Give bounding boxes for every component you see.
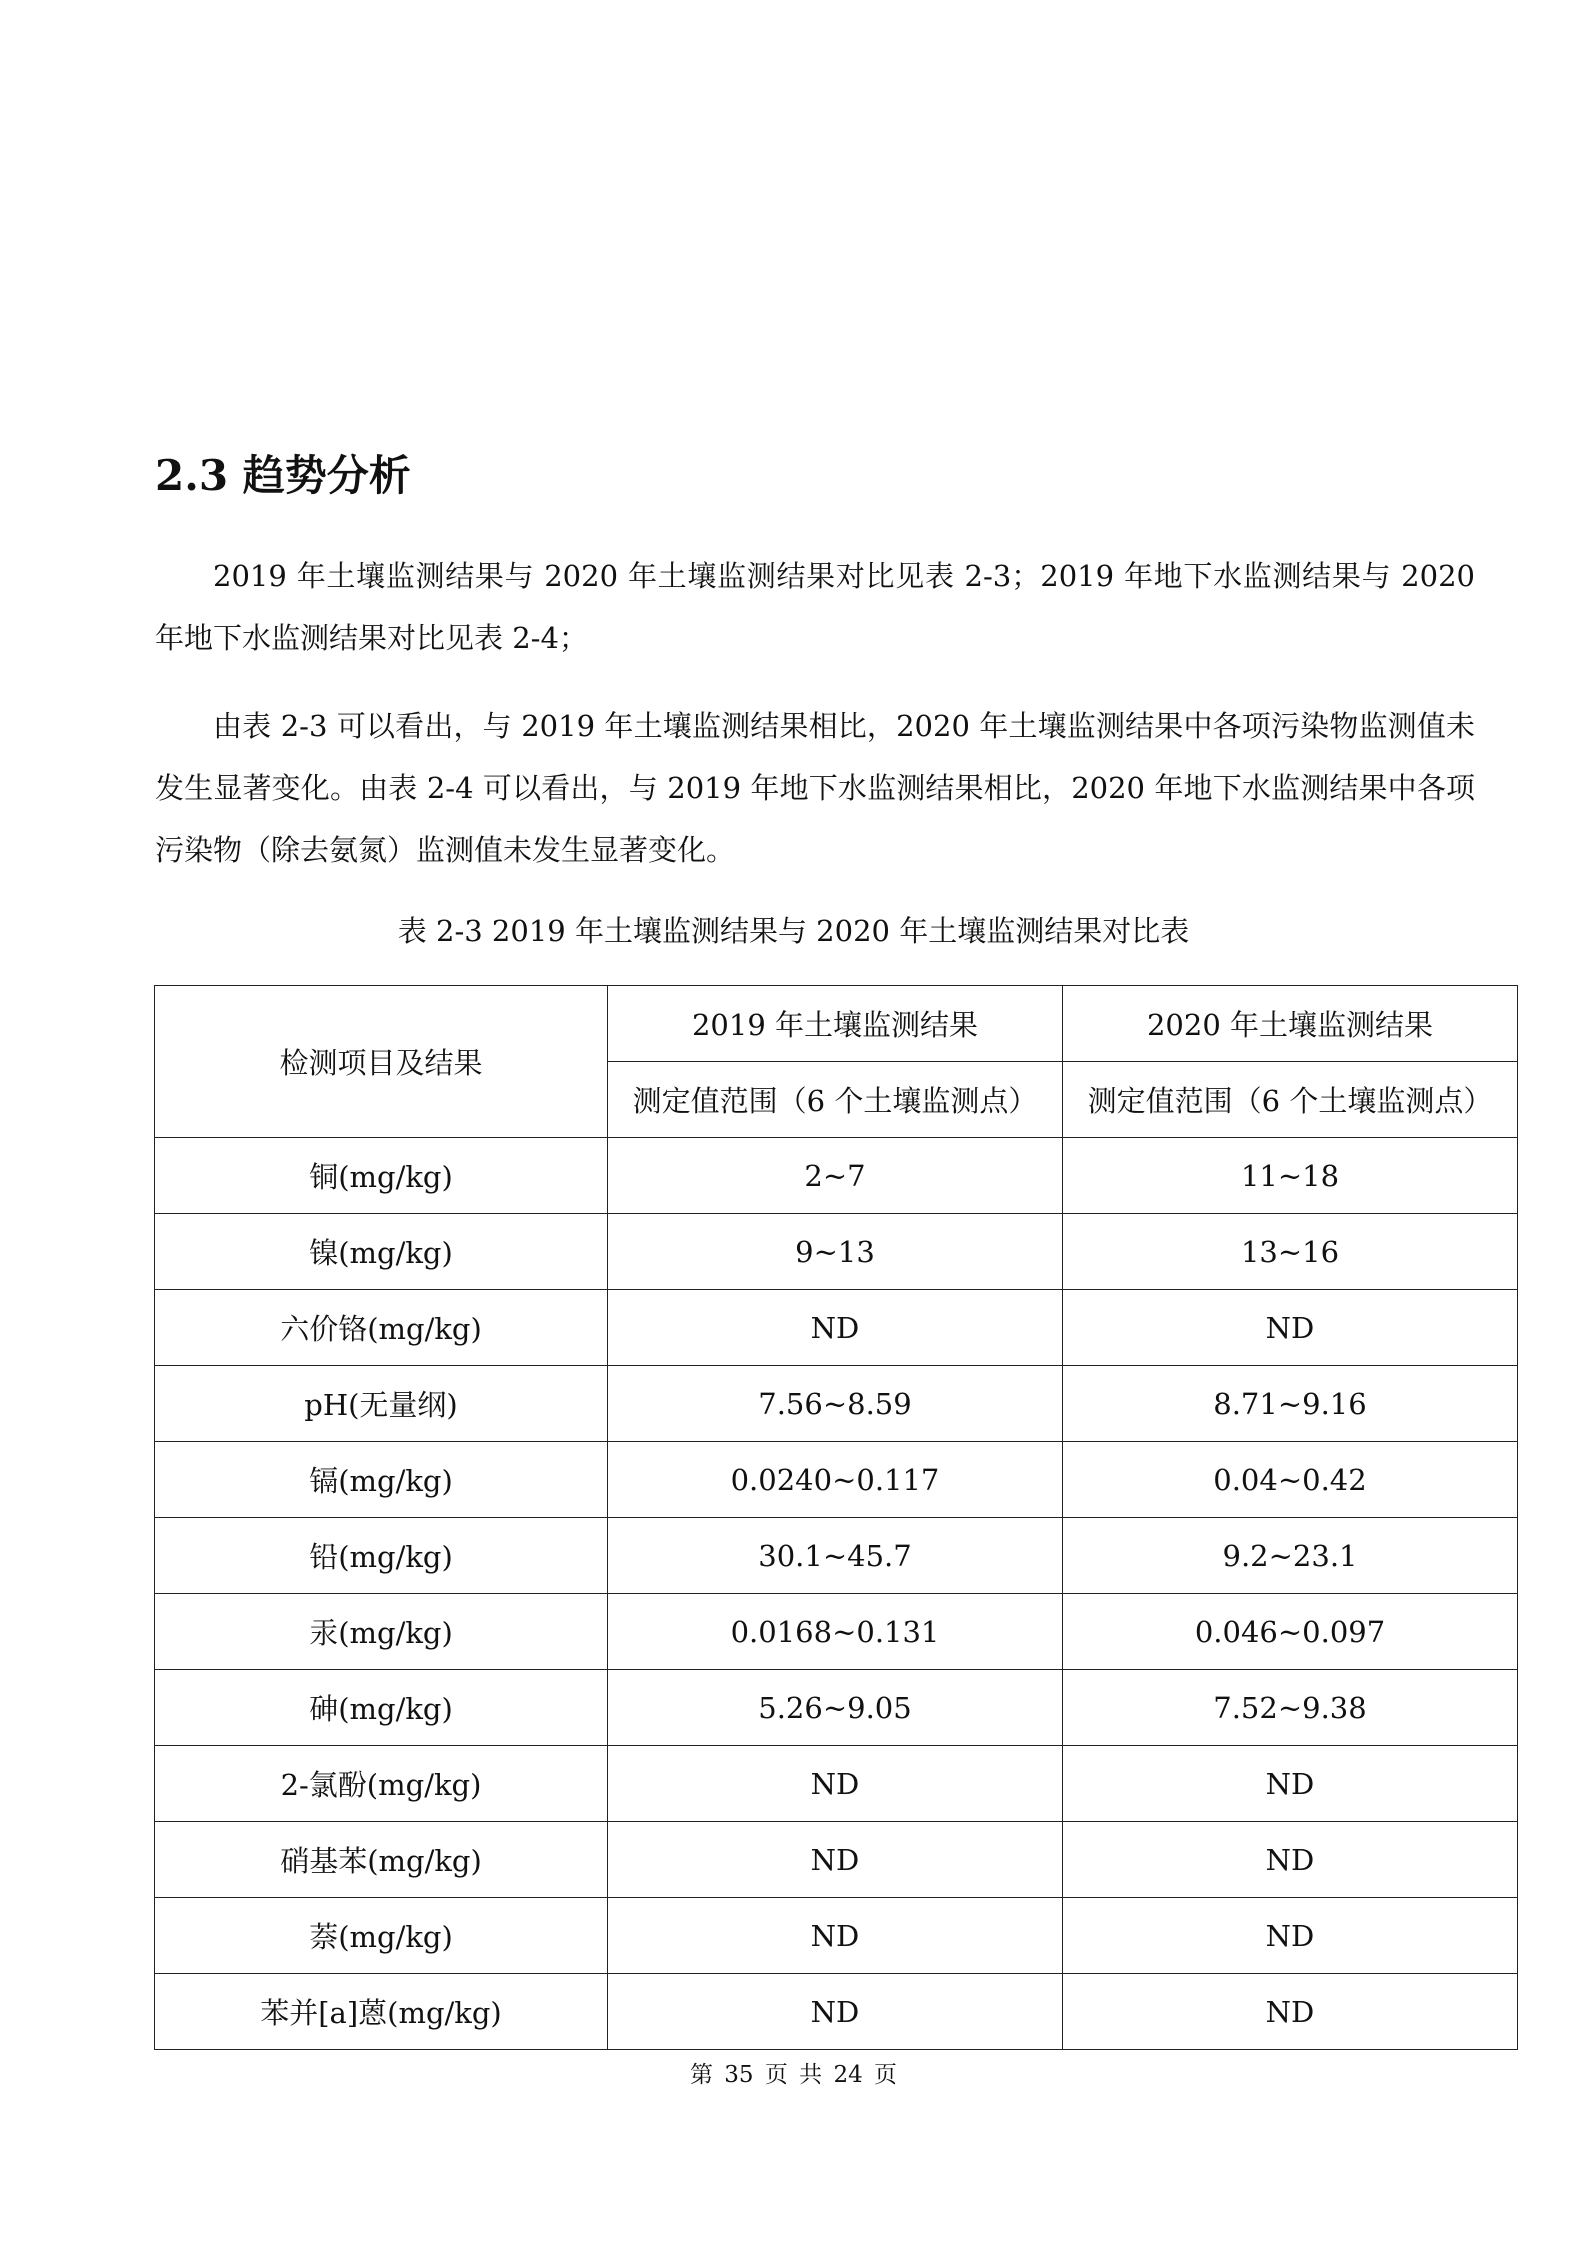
table-header-row bbox=[155, 986, 1518, 1062]
row-item-cell: 砷(mg/kg) bbox=[155, 1670, 608, 1746]
row-2019-value-cell: 30.1~45.7 bbox=[608, 1518, 1063, 1594]
row-item-cell: 镍(mg/kg) bbox=[155, 1214, 608, 1290]
row-item-cell: 硝基苯(mg/kg) bbox=[155, 1822, 608, 1898]
section-heading: 2.3 趋势分析 bbox=[155, 451, 411, 500]
table-caption: 表 2-3 2019 年土壤监测结果与 2020 年土壤监测结果对比表 bbox=[397, 914, 1190, 948]
table-row bbox=[155, 1746, 1518, 1822]
table-row bbox=[155, 1214, 1518, 1290]
soil-comparison-table bbox=[154, 985, 1518, 2050]
row-2019-value-cell: ND bbox=[608, 1974, 1063, 2050]
table-row bbox=[155, 1290, 1518, 1366]
table-row bbox=[155, 1594, 1518, 1670]
subheader-2020-range-cell: 测定值范围（6 个土壤监测点） bbox=[1063, 1062, 1518, 1138]
row-2020-value-cell: 0.046~0.097 bbox=[1063, 1594, 1518, 1670]
row-2019-value-cell: ND bbox=[608, 1822, 1063, 1898]
subheader-2019-range-cell: 测定值范围（6 个土壤监测点） bbox=[608, 1062, 1063, 1138]
row-2020-value-cell: ND bbox=[1063, 1974, 1518, 2050]
row-2020-value-cell: ND bbox=[1063, 1822, 1518, 1898]
row-2019-value-cell: ND bbox=[608, 1898, 1063, 1974]
table-row bbox=[155, 1366, 1518, 1442]
paragraph-trend-conclusion: 由表 2-3 可以看出，与 2019 年土壤监测结果相比，2020 年土壤监测结果中各项污染物监测值未发生显著变化。由表 2-4 可以看出，与 2019 年地下水监测结果相比，2020 年地下水监测结果中各项污染物（除去氨氮）监测值未发生显著变化。 bbox=[155, 709, 1475, 867]
row-item-cell: 镉(mg/kg) bbox=[155, 1442, 608, 1518]
header-2019-cell: 2019 年土壤监测结果 bbox=[608, 986, 1063, 1062]
row-2019-value-cell: 0.0168~0.131 bbox=[608, 1594, 1063, 1670]
row-2020-value-cell: 7.52~9.38 bbox=[1063, 1670, 1518, 1746]
row-item-cell: pH(无量纲) bbox=[155, 1366, 608, 1442]
row-2020-value-cell: ND bbox=[1063, 1290, 1518, 1366]
row-item-cell: 汞(mg/kg) bbox=[155, 1594, 608, 1670]
row-2019-value-cell: 0.0240~0.117 bbox=[608, 1442, 1063, 1518]
paragraph-comparison-intro: 2019 年土壤监测结果与 2020 年土壤监测结果对比见表 2-3；2019 年地下水监测结果与 2020 年地下水监测结果对比见表 2-4； bbox=[155, 559, 1475, 655]
table-row bbox=[155, 1974, 1518, 2050]
row-item-cell: 萘(mg/kg) bbox=[155, 1898, 608, 1974]
table-row bbox=[155, 1138, 1518, 1214]
table-row bbox=[155, 1898, 1518, 1974]
row-2019-value-cell: 7.56~8.59 bbox=[608, 1366, 1063, 1442]
row-2019-value-cell: 9~13 bbox=[608, 1214, 1063, 1290]
row-item-cell: 苯并[a]蒽(mg/kg) bbox=[155, 1974, 608, 2050]
row-2020-value-cell: ND bbox=[1063, 1898, 1518, 1974]
row-2019-value-cell: 2~7 bbox=[608, 1138, 1063, 1214]
row-2020-value-cell: 9.2~23.1 bbox=[1063, 1518, 1518, 1594]
row-2020-value-cell: ND bbox=[1063, 1746, 1518, 1822]
row-item-cell: 2-氯酚(mg/kg) bbox=[155, 1746, 608, 1822]
row-2019-value-cell: 5.26~9.05 bbox=[608, 1670, 1063, 1746]
row-item-cell: 六价铬(mg/kg) bbox=[155, 1290, 608, 1366]
header-item-cell: 检测项目及结果 bbox=[155, 986, 608, 1138]
row-2020-value-cell: 0.04~0.42 bbox=[1063, 1442, 1518, 1518]
table-row bbox=[155, 1442, 1518, 1518]
table-row bbox=[155, 1822, 1518, 1898]
row-2019-value-cell: ND bbox=[608, 1746, 1063, 1822]
table-row bbox=[155, 1518, 1518, 1594]
table-row bbox=[155, 1670, 1518, 1746]
row-item-cell: 铅(mg/kg) bbox=[155, 1518, 608, 1594]
row-2020-value-cell: 8.71~9.16 bbox=[1063, 1366, 1518, 1442]
row-2020-value-cell: 13~16 bbox=[1063, 1214, 1518, 1290]
page-footer: 第 35 页 共 24 页 bbox=[689, 2062, 898, 2088]
row-2020-value-cell: 11~18 bbox=[1063, 1138, 1518, 1214]
row-item-cell: 铜(mg/kg) bbox=[155, 1138, 608, 1214]
row-2019-value-cell: ND bbox=[608, 1290, 1063, 1366]
header-2020-cell: 2020 年土壤监测结果 bbox=[1063, 986, 1518, 1062]
